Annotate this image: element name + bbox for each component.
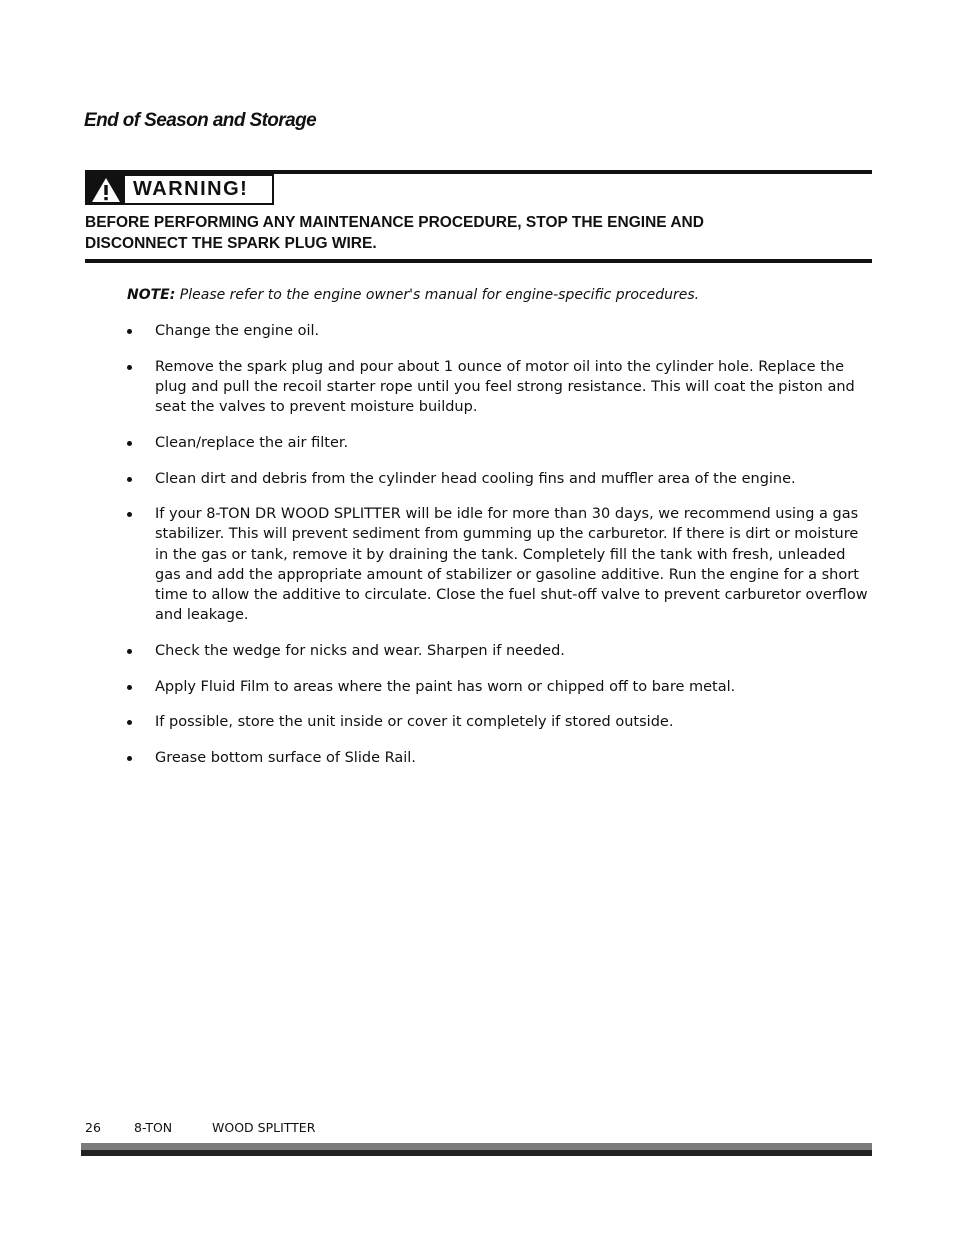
bullet-icon — [127, 649, 132, 654]
bullet-icon — [127, 441, 132, 446]
bullet-icon — [127, 477, 132, 482]
storage-steps-list — [127, 321, 872, 784]
warning-bottom-rule — [85, 259, 872, 263]
bullet-icon — [127, 512, 132, 517]
footer-product: WOOD SPLITTER — [212, 1120, 316, 1135]
list-item-text: Apply Fluid Film to areas where the paint has worn or chipped off to bare metal. — [155, 678, 736, 695]
list-item-text: If possible, store the unit inside or cover it completely if stored outside. — [155, 714, 674, 731]
bullet-icon — [127, 720, 132, 725]
warning-triangle-icon — [87, 176, 125, 203]
list-item — [127, 712, 872, 732]
list-item — [127, 433, 872, 453]
list-item-text: Grease bottom surface of Slide Rail. — [155, 750, 416, 767]
warning-message-line: BEFORE PERFORMING ANY MAINTENANCE PROCEDURE, STOP THE ENGINE AND — [85, 214, 704, 231]
note-label: NOTE: — [127, 287, 176, 303]
warning-label — [85, 174, 274, 205]
bullet-icon — [127, 365, 132, 370]
list-item-text: Change the engine oil. — [155, 323, 320, 339]
list-item — [127, 357, 872, 418]
list-item — [127, 469, 872, 489]
list-item — [127, 641, 872, 661]
list-item-text: Remove the spark plug and pour about 1 ounce of motor oil into the cylinder hole. Replace the plug and pull the recoil starter rope until you feel strong resistance. This will coat the piston and seat the valves to prevent moisture buildup. — [155, 358, 855, 416]
note — [127, 287, 699, 303]
list-item-text: Clean dirt and debris from the cylinder head cooling fins and muffler area of the engine. — [155, 470, 796, 487]
page-number: 26 — [85, 1120, 101, 1135]
list-item — [127, 504, 872, 625]
page-footer — [85, 1120, 315, 1135]
bullet-icon — [127, 329, 132, 334]
list-item — [127, 321, 872, 341]
list-item-text: Clean/replace the air filter. — [155, 434, 349, 451]
note-text: Please refer to the engine owner's manual for engine-specific procedures. — [175, 287, 700, 303]
list-item-text: Check the wedge for nicks and wear. Sharpen if needed. — [155, 642, 565, 659]
warning-message — [85, 212, 865, 254]
footer-bar — [81, 1143, 872, 1156]
list-item — [127, 748, 872, 768]
footer-model: 8-TON — [134, 1120, 173, 1135]
bullet-icon — [127, 756, 132, 761]
list-item — [127, 677, 872, 697]
list-item-text: If your 8-TON DR WOOD SPLITTER will be idle for more than 30 days, we recommend using a gas stabilizer. This will prevent sediment from gumming up the carburetor. If there is dirt or moisture in the gas or tank, remove it by draining the tank. Completely fill the tank with fresh, unleaded gas and add the appropriate amount of stabilizer or gasoline additive. Run the engine for a short time to allow the additive to circulate. Close the fuel shut-off valve to prevent carburetor overflow and leakage. — [155, 506, 868, 624]
bullet-icon — [127, 685, 132, 690]
warning-label-text: WARNING! — [133, 178, 249, 200]
warning-message-line: DISCONNECT THE SPARK PLUG WIRE. — [85, 235, 377, 252]
section-title: End of Season and Storage — [84, 110, 317, 131]
